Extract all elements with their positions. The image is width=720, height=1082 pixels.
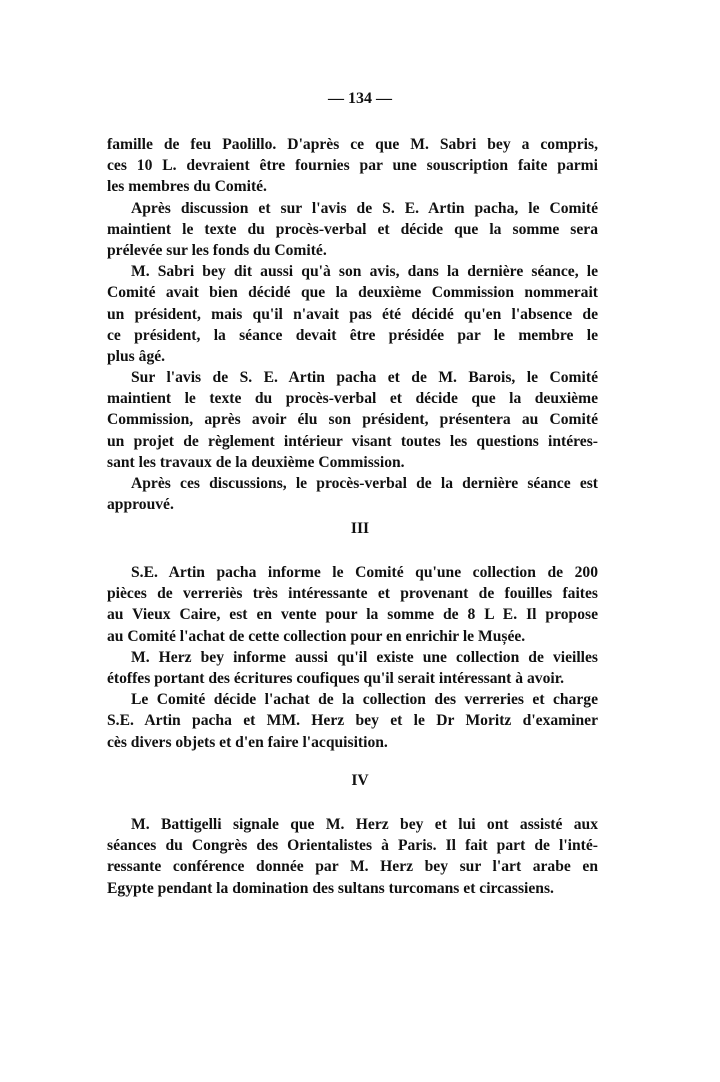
section-ii-continued-text [107, 134, 598, 515]
paragraph [107, 473, 598, 515]
text-line: approuvé. [107, 496, 174, 514]
section-iii-text [107, 562, 598, 753]
text-line: Egypte pendant la domination des sultans turcomans et circassiens. [107, 879, 554, 897]
paragraph [107, 367, 598, 473]
section-iii-heading: III [350, 520, 370, 537]
text-line: ces 10 L. devraient être fournies par une souscription faite parmi [107, 157, 598, 175]
text-line: cès divers objets et d'en faire l'acquisition. [107, 733, 388, 751]
text-line: plus âgé. [107, 347, 166, 365]
text-line: S.E. Artin pacha informe le Comité qu'une collection de 200 [131, 564, 598, 581]
paragraph [107, 261, 598, 367]
text-line: sant les travaux de la deuxième Commission. [107, 453, 405, 471]
text-line: au Comité l'achat de cette collection pour en enrichir le Mușée. [107, 627, 526, 645]
paragraph [107, 814, 598, 899]
text-line: Le Comité décide l'achat de la collection des verreries et charge [131, 691, 598, 709]
paragraph [107, 134, 598, 198]
text-line: séances du Congrès des Orientalistes à Paris. Il fait part de l'inté- [107, 837, 598, 855]
text-line: M. Battigelli signale que M. Herz bey et lui ont assisté aux [131, 816, 598, 833]
text-line: pièces de verreriès très intéressante et provenant de fouilles faites [107, 585, 598, 603]
text-line: les membres du Comité. [107, 178, 267, 196]
text-line: Après ces discussions, le procès-verbal de la dernière séance est [131, 475, 598, 492]
section-iv-heading: IV [351, 772, 369, 789]
text-line: maintient le texte du procès-verbal et décide que la somme sera [107, 220, 598, 238]
text-line: Après discussion et sur l'avis de S. E. Artin pacha, le Comité [131, 199, 598, 217]
text-line: un président, mais qu'il n'avait pas été décidé qu'en l'absence de [107, 305, 598, 323]
section-iv-text [107, 814, 598, 899]
text-line: étoffes portant des écritures coufiques qu'il serait intéressant à avoir. [107, 669, 565, 687]
text-line: Sur l'avis de S. E. Artin pacha et de M. Barois, le Comité [131, 369, 598, 387]
paragraph [107, 689, 598, 753]
text-line: ressante conférence donnée par M. Herz bey sur l'art arabe en [107, 858, 598, 876]
text-line: Comité avait bien décidé que la deuxième Commission nommerait [107, 284, 598, 302]
text-line: un projet de règlement intérieur visant toutes les questions intéres- [107, 432, 598, 450]
text-line: famille de feu Paolillo. D'après ce que M. Sabri bey a compris, [107, 136, 598, 153]
text-line: M. Sabri bey dit aussi qu'à son avis, dans la dernière séance, le [131, 263, 598, 281]
text-line: S.E. Artin pacha et MM. Herz bey et le Dr Moritz d'examiner [107, 712, 598, 730]
paragraph [107, 562, 598, 647]
text-line: maintient le texte du procès-verbal et décide que la deuxième [107, 390, 598, 408]
text-line: ce président, la séance devait être présidée par le membre le [107, 326, 598, 344]
text-line: prélevée sur les fonds du Comité. [107, 241, 327, 259]
page-number: — 134 — [328, 90, 392, 107]
paragraph [107, 198, 598, 262]
paragraph [107, 647, 598, 689]
text-line: au Vieux Caire, est en vente pour la somme de 8 L E. Il propose [107, 606, 598, 624]
text-line: M. Herz bey informe aussi qu'il existe une collection de vieilles [131, 648, 598, 666]
text-line: Commission, après avoir élu son président, présentera au Comité [107, 411, 598, 429]
